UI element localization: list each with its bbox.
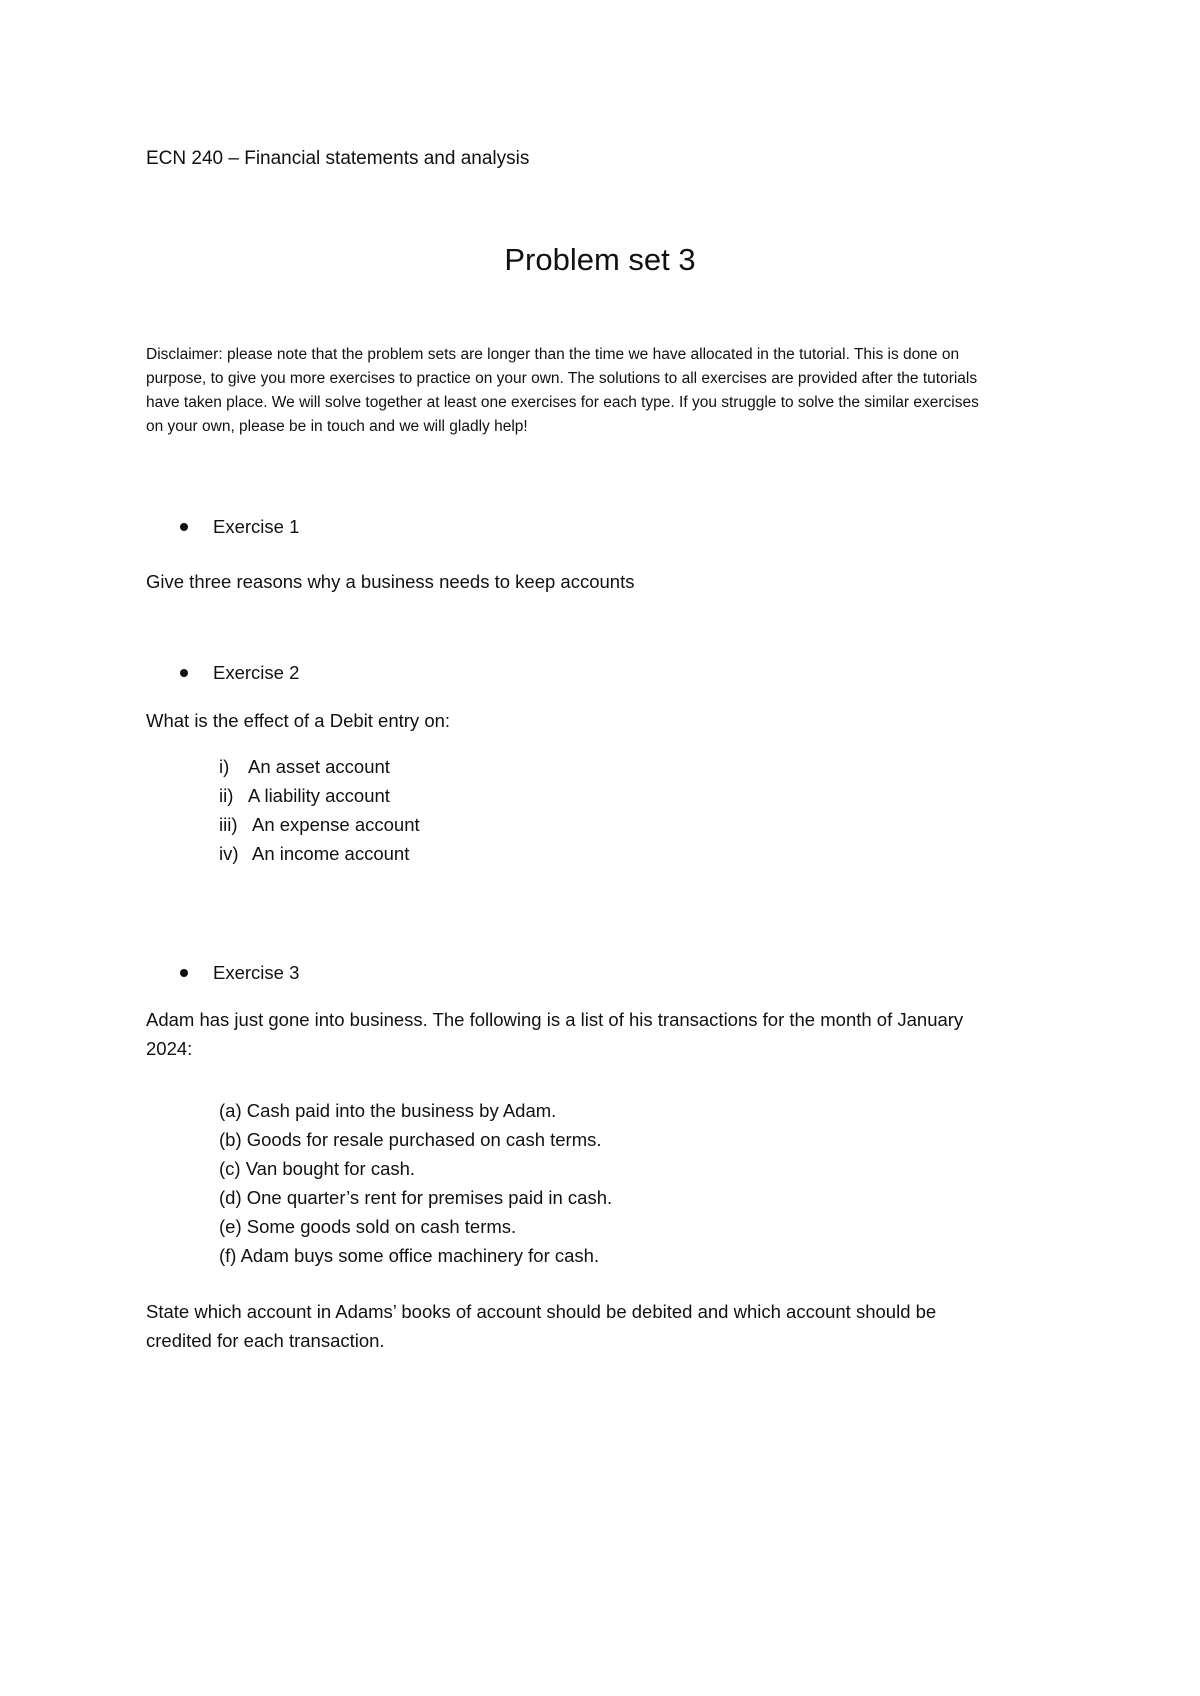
list-item: (f) Adam buys some office machinery for cash. [219,1245,600,1266]
list-numeral: i) [219,756,230,777]
list-text: An asset account [248,756,390,777]
intro-line: Adam has just gone into business. The following is a list of his transactions for the month of January [146,1009,964,1030]
course-header: ECN 240 – Financial statements and analysis [146,148,530,169]
bullet-icon [180,969,188,977]
outro-line: credited for each transaction. [146,1330,385,1351]
list-item [219,839,420,868]
list-item [219,810,420,839]
list-item: (d) One quarter’s rent for premises paid in cash. [219,1187,613,1208]
exercise-heading-label: Exercise 3 [213,962,300,983]
list-text: An expense account [252,814,420,835]
exercise-3-intro [146,1005,1076,1063]
list-item [219,752,420,781]
page-title: Problem set 3 [504,242,696,277]
disclaimer [146,343,1066,439]
list-item: (b) Goods for resale purchased on cash terms. [219,1129,602,1150]
list-item: (a) Cash paid into the business by Adam. [219,1100,557,1121]
list-item: (e) Some goods sold on cash terms. [219,1216,517,1237]
exercise-3-heading [180,960,299,986]
exercise-2-heading [180,660,299,686]
bullet-icon [180,669,188,677]
list-numeral: ii) [219,785,234,806]
intro-line: 2024: [146,1038,193,1059]
outro-line: State which account in Adams’ books of account should be debited and which account should be [146,1301,937,1322]
list-numeral: iii) [219,814,238,835]
list-numeral: iv) [219,843,239,864]
list-item [219,781,420,810]
exercise-1-text: Give three reasons why a business needs to keep accounts [146,571,635,592]
exercise-3-list [219,1096,612,1270]
list-text: An income account [252,843,410,864]
exercise-1-heading [180,514,299,540]
disclaimer-line: purpose, to give you more exercises to practice on your own. The solutions to all exercises are provided after the tutorials [146,370,978,387]
list-text: A liability account [248,785,390,806]
exercise-heading-label: Exercise 1 [213,516,300,537]
list-item: (c) Van bought for cash. [219,1158,416,1179]
exercise-heading-label: Exercise 2 [213,662,300,683]
bullet-icon [180,523,188,531]
disclaimer-line: Disclaimer: please note that the problem sets are longer than the time we have allocated in the tutorial. This is done on [146,346,960,363]
disclaimer-line: have taken place. We will solve together at least one exercises for each type. If you struggle to solve the similar exercises [146,394,979,411]
exercise-3-outro [146,1297,1076,1355]
exercise-2-list [219,752,420,868]
exercise-2-question: What is the effect of a Debit entry on: [146,710,451,731]
disclaimer-line: on your own, please be in touch and we will gladly help! [146,418,528,435]
